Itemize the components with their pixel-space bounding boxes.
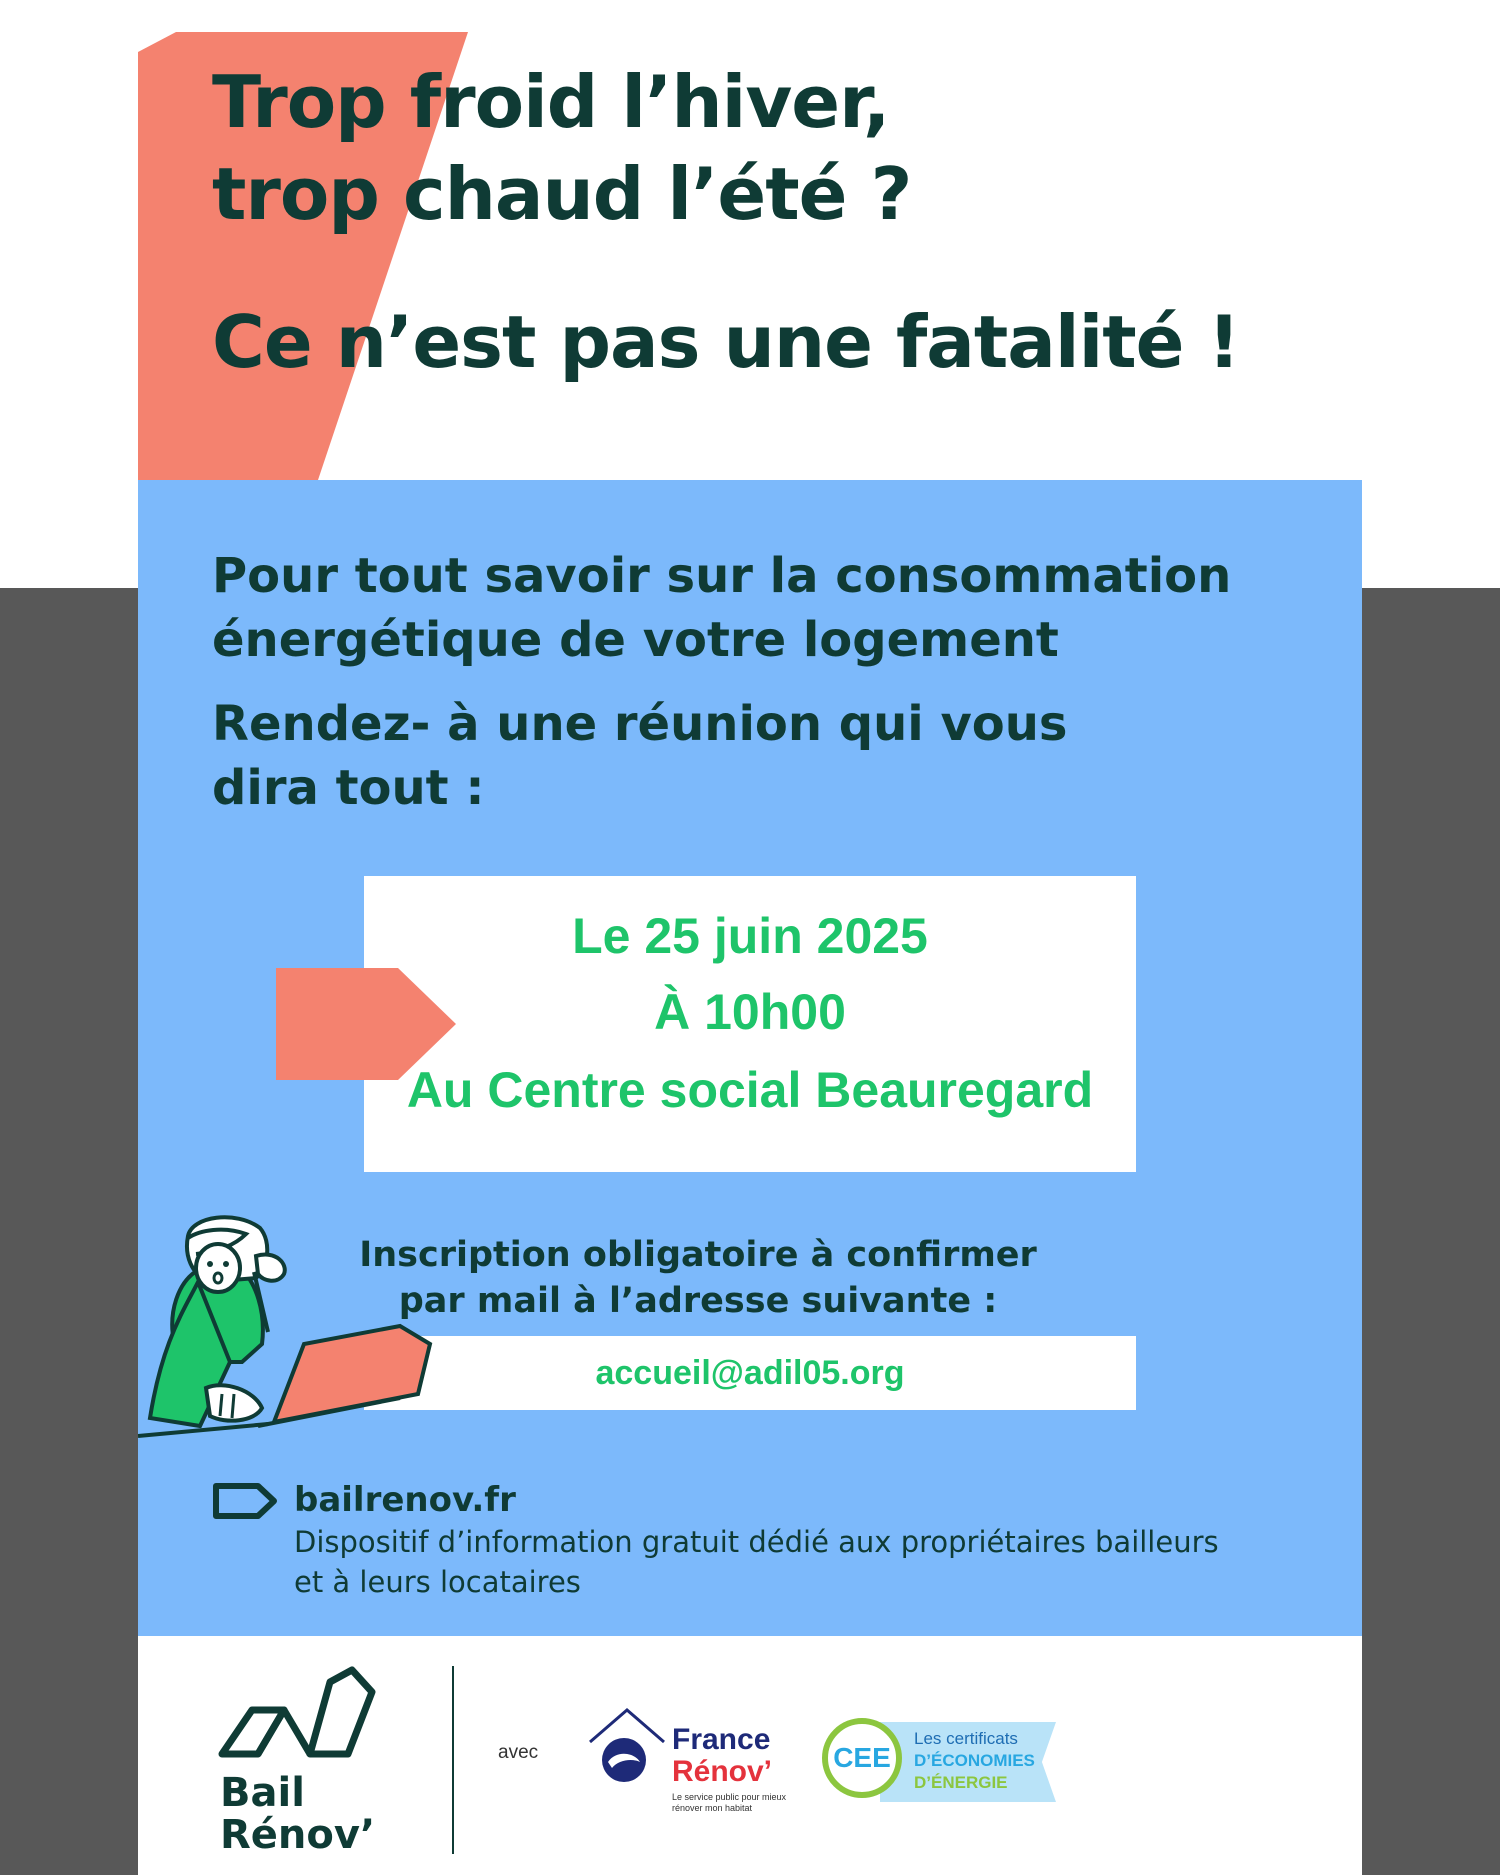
event-details-box [364, 876, 1136, 1172]
website-description-line-1: Dispositif d’information gratuit dédié aux propriétaires bailleurs [294, 1525, 1219, 1559]
cee-line-3: D’ÉNERGIE [914, 1773, 1008, 1792]
headline-tagline: Ce n’est pas une fatalité ! [212, 300, 1240, 384]
website-description-line-2: et à leurs locataires [294, 1565, 581, 1599]
intro-line-4: dira tout : [212, 760, 485, 816]
cee-line-2: D’ÉCONOMIES [914, 1751, 1035, 1770]
registration-line-1: Inscription obligatoire à confirmer [359, 1235, 1037, 1275]
cee-logo-icon [822, 1718, 902, 1798]
france-renov-logo-icon [584, 1704, 670, 1790]
headline-line-1: Trop froid l’hiver, [212, 60, 890, 144]
footer-logos [138, 1636, 1362, 1875]
avec-label: avec [498, 1742, 539, 1763]
bail-renov-logo-icon [218, 1662, 378, 1762]
event-date: Le 25 juin 2025 [572, 908, 928, 964]
registration-line-2: par mail à l’adresse suivante : [398, 1281, 998, 1321]
event-time: À 10h00 [654, 984, 846, 1040]
website-description [294, 1522, 1294, 1602]
france-renov-name-line-1: France [672, 1723, 771, 1756]
cee-badge-text: CEE [833, 1742, 891, 1773]
intro-line-2: énergétique de votre logement [212, 612, 1059, 668]
bail-renov-line-1: Bail [220, 1770, 305, 1816]
poster [138, 0, 1362, 1875]
arrow-tag-icon [276, 968, 456, 1080]
france-renov-tagline: Le service public pour mieux rénover mon habitat [672, 1792, 787, 1813]
footer-divider [452, 1666, 454, 1854]
headline [212, 56, 911, 240]
bail-renov-line-2: Rénov’ [220, 1812, 376, 1858]
person-laptop-illustration [138, 1212, 438, 1452]
invitation-text [212, 692, 1212, 820]
cee-line-1: Les certificats [914, 1729, 1018, 1748]
email-box [364, 1336, 1136, 1410]
bail-renov-wordmark [220, 1772, 375, 1856]
website-url[interactable]: bailrenov.fr [294, 1480, 516, 1520]
bailrenov-tag-icon [212, 1482, 278, 1520]
intro-text [212, 544, 1312, 672]
headline-line-2: trop chaud l’été ? [212, 152, 912, 236]
event-place: Au Centre social Beauregard [406, 1062, 1094, 1118]
registration-email-link[interactable]: accueil@adil05.org [595, 1354, 905, 1392]
intro-line-3: Rendez- à une réunion qui vous [212, 696, 1068, 752]
registration-text [348, 1232, 1048, 1324]
france-renov-name-line-2: Rénov’ [672, 1755, 773, 1788]
intro-line-1: Pour tout savoir sur la consommation [212, 548, 1232, 604]
